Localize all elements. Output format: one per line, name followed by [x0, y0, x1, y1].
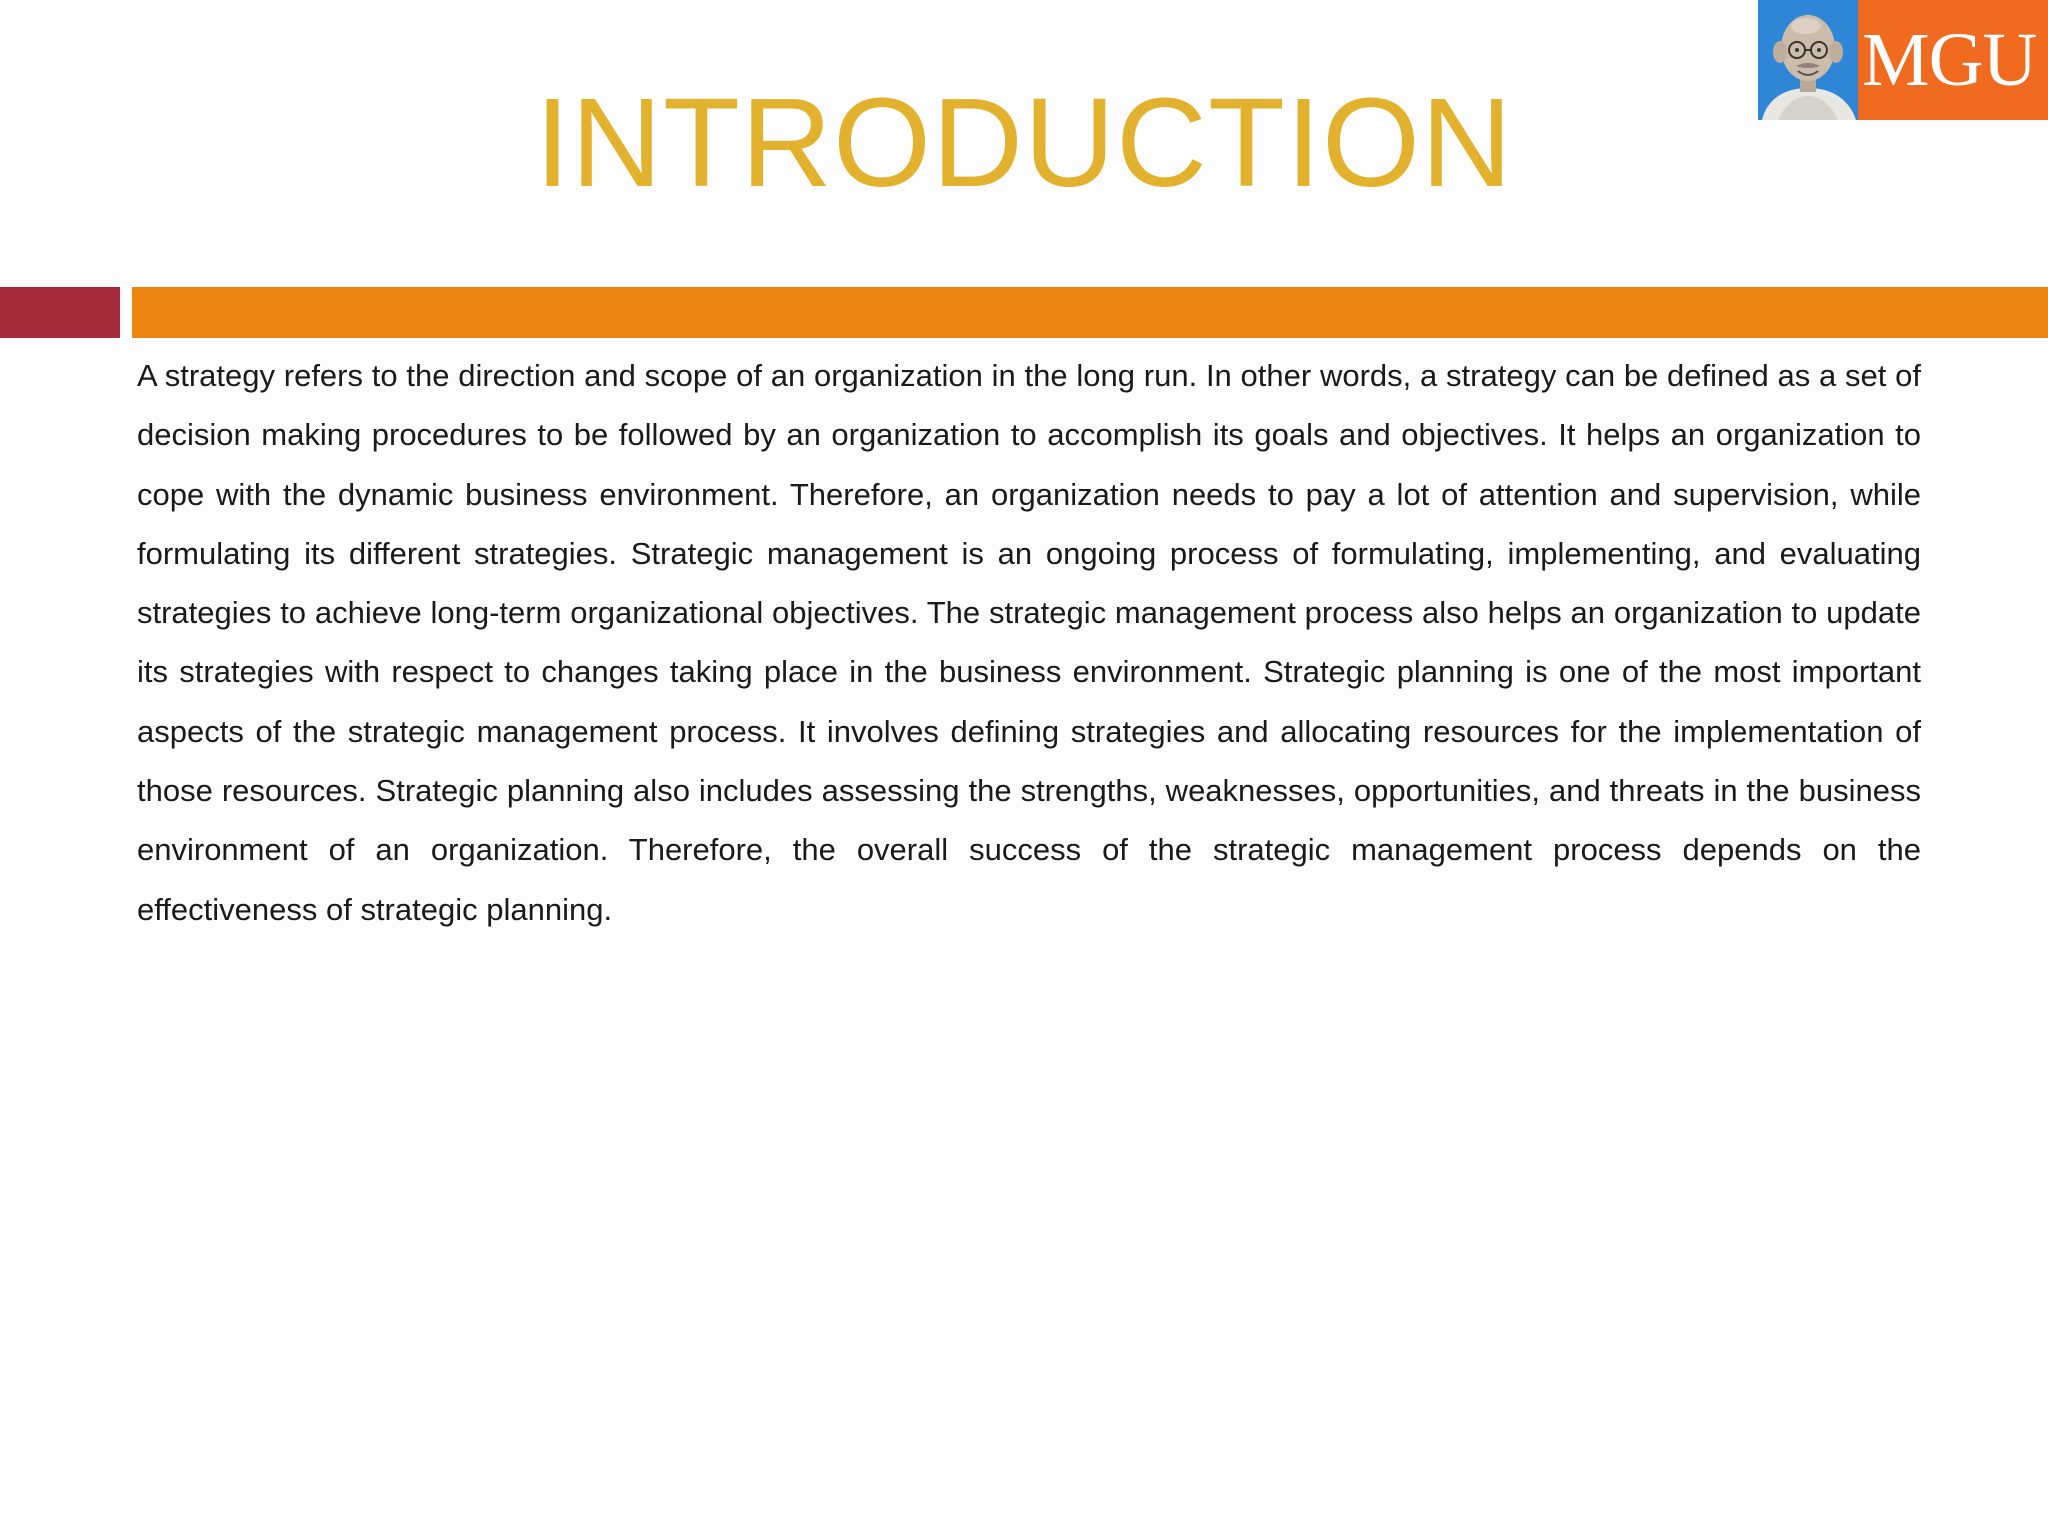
- portrait-icon: [1758, 0, 1858, 120]
- logo-text: MGU: [1862, 18, 2037, 102]
- body-paragraph: A strategy refers to the direction and scope of an organization in the long run. In other words, a strategy can be defined as a set of decision making procedures to be followed by an organization to accomplish its goals and objectives. It helps an organization to cope with the dynamic business environment. Therefore, an organization needs to pay a lot of attention and supervision, while formulating its different strategies. Strategic management is an ongoing process of formulating, implementing, and evaluating strategies to achieve long-term organizational objectives. The strategic management process also helps an organization to update its strategies with respect to changes taking place in the business environment. Strategic planning is one of the most important aspects of the strategic management process. It involves defining strategies and allocating resources for the implementation of those resources. Strategic planning also includes assessing the strengths, weaknesses, opportunities, and threats in the business environment of an organization. Therefore, the overall success of the strategic management process depends on the effectiveness of strategic planning.: [137, 358, 1921, 927]
- accent-bar-left: [0, 287, 120, 338]
- logo-text-box: [1858, 0, 2048, 120]
- accent-bar-right: [132, 287, 2048, 338]
- slide-title: INTRODUCTION: [535, 72, 1513, 213]
- university-logo: [1758, 0, 2048, 120]
